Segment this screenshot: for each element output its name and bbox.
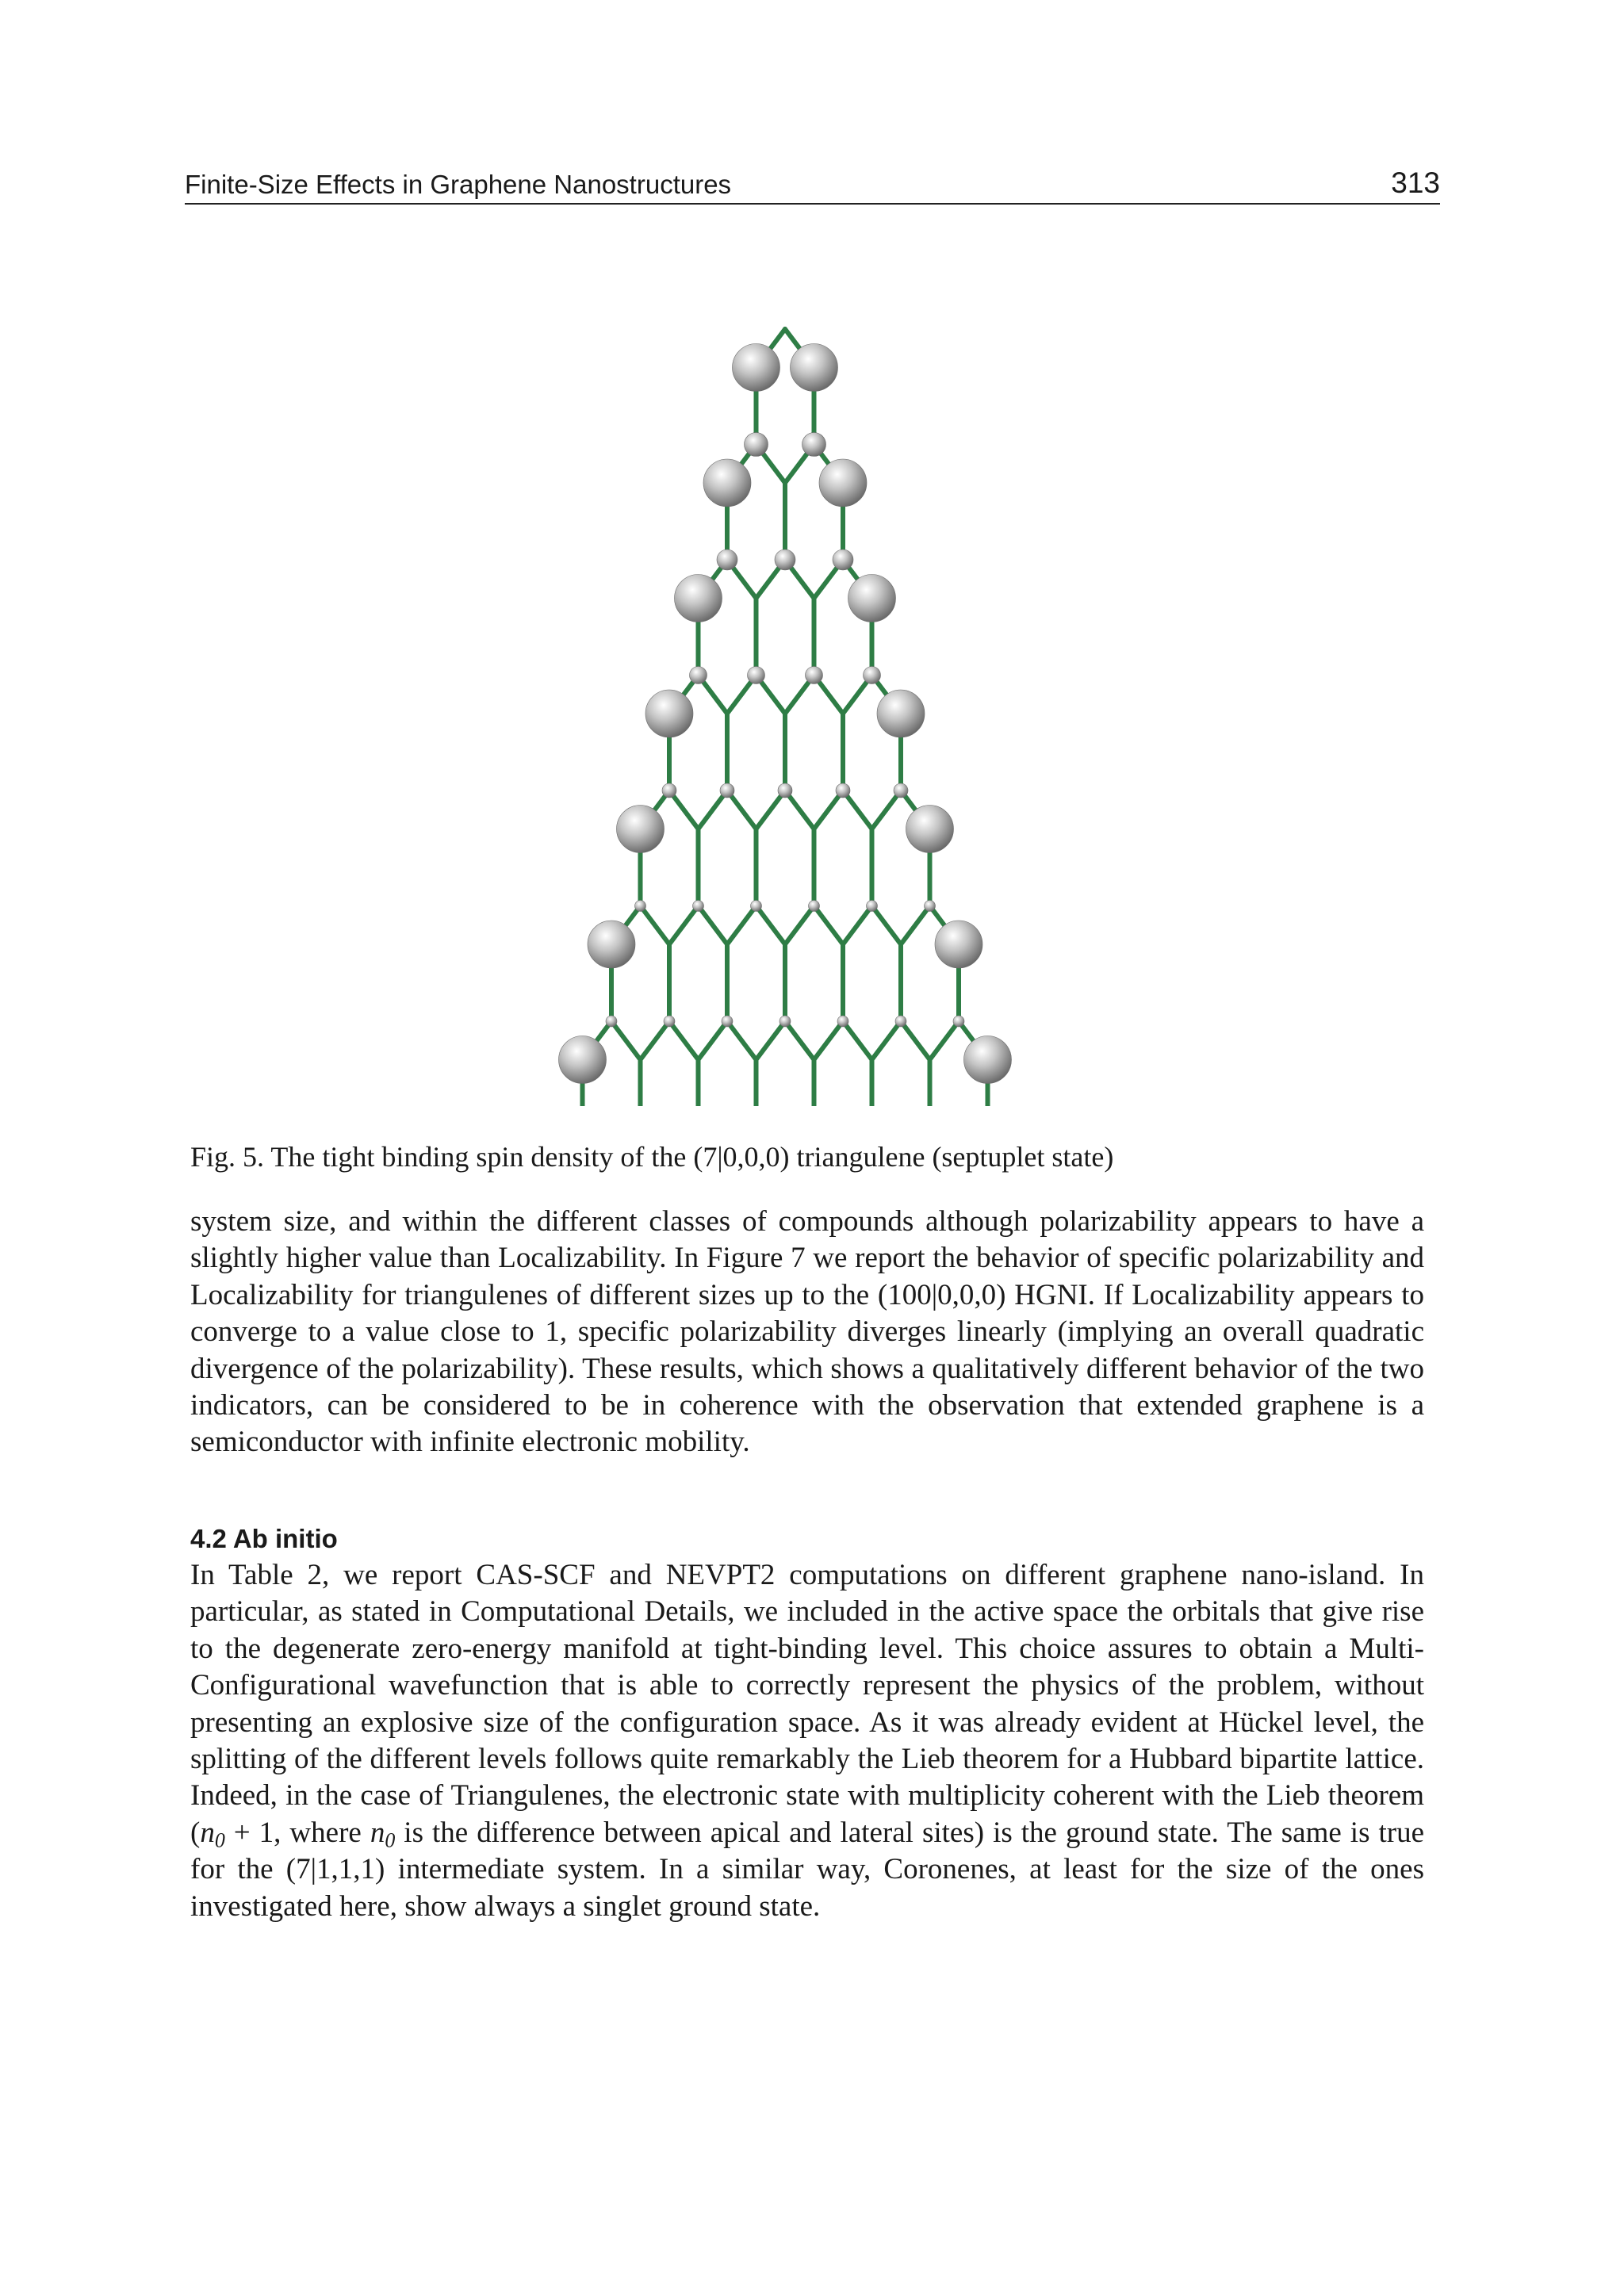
bond bbox=[641, 1021, 670, 1060]
atom-sphere bbox=[690, 667, 707, 684]
atom-sphere bbox=[819, 459, 867, 507]
bond bbox=[641, 906, 670, 945]
atom-sphere bbox=[733, 344, 780, 392]
paragraph-text: where bbox=[281, 1816, 370, 1849]
atom-sphere bbox=[751, 901, 762, 912]
running-title: Finite-Size Effects in Graphene Nanostructures bbox=[185, 170, 732, 199]
atom-sphere bbox=[722, 1016, 733, 1027]
atom-sphere bbox=[894, 783, 908, 798]
atom-sphere bbox=[606, 1016, 617, 1027]
atom-sphere bbox=[778, 783, 792, 798]
bond bbox=[814, 906, 844, 945]
figure-caption: Fig. 5. The tight binding spin density of the (7|0,0,0) triangulene (septuplet state) bbox=[190, 1141, 1114, 1173]
bond bbox=[901, 1021, 930, 1060]
atom-sphere bbox=[588, 921, 635, 968]
math-n0: $n_0$ bbox=[370, 1816, 396, 1852]
body-paragraph-2 bbox=[190, 1557, 1424, 1925]
math-n0: $n_0$ bbox=[200, 1816, 225, 1852]
atom-sphere bbox=[802, 433, 826, 457]
atom-sphere bbox=[645, 690, 693, 737]
atom-sphere bbox=[833, 549, 853, 570]
atom-sphere bbox=[906, 806, 954, 853]
atom-sphere bbox=[953, 1016, 964, 1027]
bond bbox=[872, 906, 902, 945]
atom-sphere bbox=[806, 667, 823, 684]
bond bbox=[930, 1021, 959, 1060]
bond bbox=[785, 1021, 814, 1060]
bond bbox=[699, 906, 728, 945]
atom-sphere bbox=[664, 1016, 675, 1027]
atom-sphere bbox=[745, 433, 768, 457]
atom-sphere bbox=[836, 783, 850, 798]
bond bbox=[727, 906, 756, 945]
bond bbox=[669, 1021, 699, 1060]
atom-sphere bbox=[925, 901, 936, 912]
atom-sphere bbox=[935, 921, 982, 968]
atom-sphere bbox=[964, 1036, 1012, 1084]
bond bbox=[756, 906, 786, 945]
atom-sphere bbox=[617, 806, 665, 853]
section-heading: 4.2 Ab initio bbox=[190, 1524, 338, 1553]
bond bbox=[756, 1021, 786, 1060]
atom-sphere bbox=[895, 1016, 906, 1027]
triangulene-figure bbox=[341, 313, 1229, 1106]
page-number: 313 bbox=[1391, 167, 1440, 199]
math-plus-one: + 1, bbox=[224, 1816, 282, 1849]
atom-sphere bbox=[877, 690, 925, 737]
atom-sphere bbox=[864, 667, 881, 684]
atom-sphere bbox=[791, 344, 838, 392]
paragraph-text: In Table 2, we report CAS-SCF and NEVPT2 computations on different graphene nano-island. In particular, as stated in Computational Details, we included in the active space the orbitals that give rise to the degenerate zero-energy manifold at tight-binding level. This choice assures to obtain a Multi-Configurational wavefunction that is able to correctly represent the physics of the problem, without presenting an explosive size of the configuration space. As it was already evident at Hückel level, the splitting of the different levels follows quite remarkably the Lieb theorem for a Hubbard bipartite lattice. Indeed, in the case of Triangulenes, the electronic state with multiplicity coherent with the Lieb theorem ( bbox=[190, 1559, 1424, 1849]
atom-sphere bbox=[848, 575, 896, 622]
atom-sphere bbox=[675, 575, 722, 622]
bond bbox=[901, 906, 930, 945]
bond bbox=[785, 906, 814, 945]
bond bbox=[669, 906, 699, 945]
atom-sphere bbox=[693, 901, 704, 912]
bond bbox=[843, 1021, 872, 1060]
atom-sphere bbox=[635, 901, 646, 912]
atom-sphere bbox=[662, 783, 676, 798]
atom-sphere bbox=[779, 1016, 791, 1027]
bond bbox=[727, 1021, 756, 1060]
atom-sphere bbox=[867, 901, 878, 912]
running-header bbox=[185, 159, 1440, 205]
atom-sphere bbox=[717, 549, 737, 570]
bond bbox=[872, 1021, 902, 1060]
atom-sphere bbox=[703, 459, 751, 507]
atom-sphere bbox=[775, 549, 795, 570]
bond bbox=[814, 1021, 844, 1060]
atom-sphere bbox=[559, 1036, 607, 1084]
atom-sphere bbox=[837, 1016, 848, 1027]
atom-sphere bbox=[748, 667, 765, 684]
atom-sphere bbox=[720, 783, 734, 798]
lattice-bonds bbox=[583, 329, 988, 1106]
bond bbox=[611, 1021, 641, 1060]
body-paragraph-1: system size, and within the different classes of compounds although polarizability appears to have a slightly higher value than Localizability. In Figure 7 we report the behavior of specific polarizability and Localizability for triangulenes of different sizes up to the (100|0,0,0) HGNI. If Localizability appears to converge to a value close to 1, specific polarizability diverges linearly (implying an overall quadratic divergence of the polarizability). These results, which shows a qualitatively different behavior of the two indicators, can be considered to be in coherence with the observation that extended graphene is a semiconductor with infinite electronic mobility. bbox=[190, 1205, 1424, 1459]
paragraph-text: is the difference between apical and lateral sites) is the ground state. The same is true for the (7|1,1,1) intermediate system. In a similar way, Coronenes, at least for the size of the ones investigated here, show always a singlet ground state. bbox=[190, 1816, 1424, 1923]
atom-sphere bbox=[809, 901, 820, 912]
bond bbox=[699, 1021, 728, 1060]
bond bbox=[843, 906, 872, 945]
